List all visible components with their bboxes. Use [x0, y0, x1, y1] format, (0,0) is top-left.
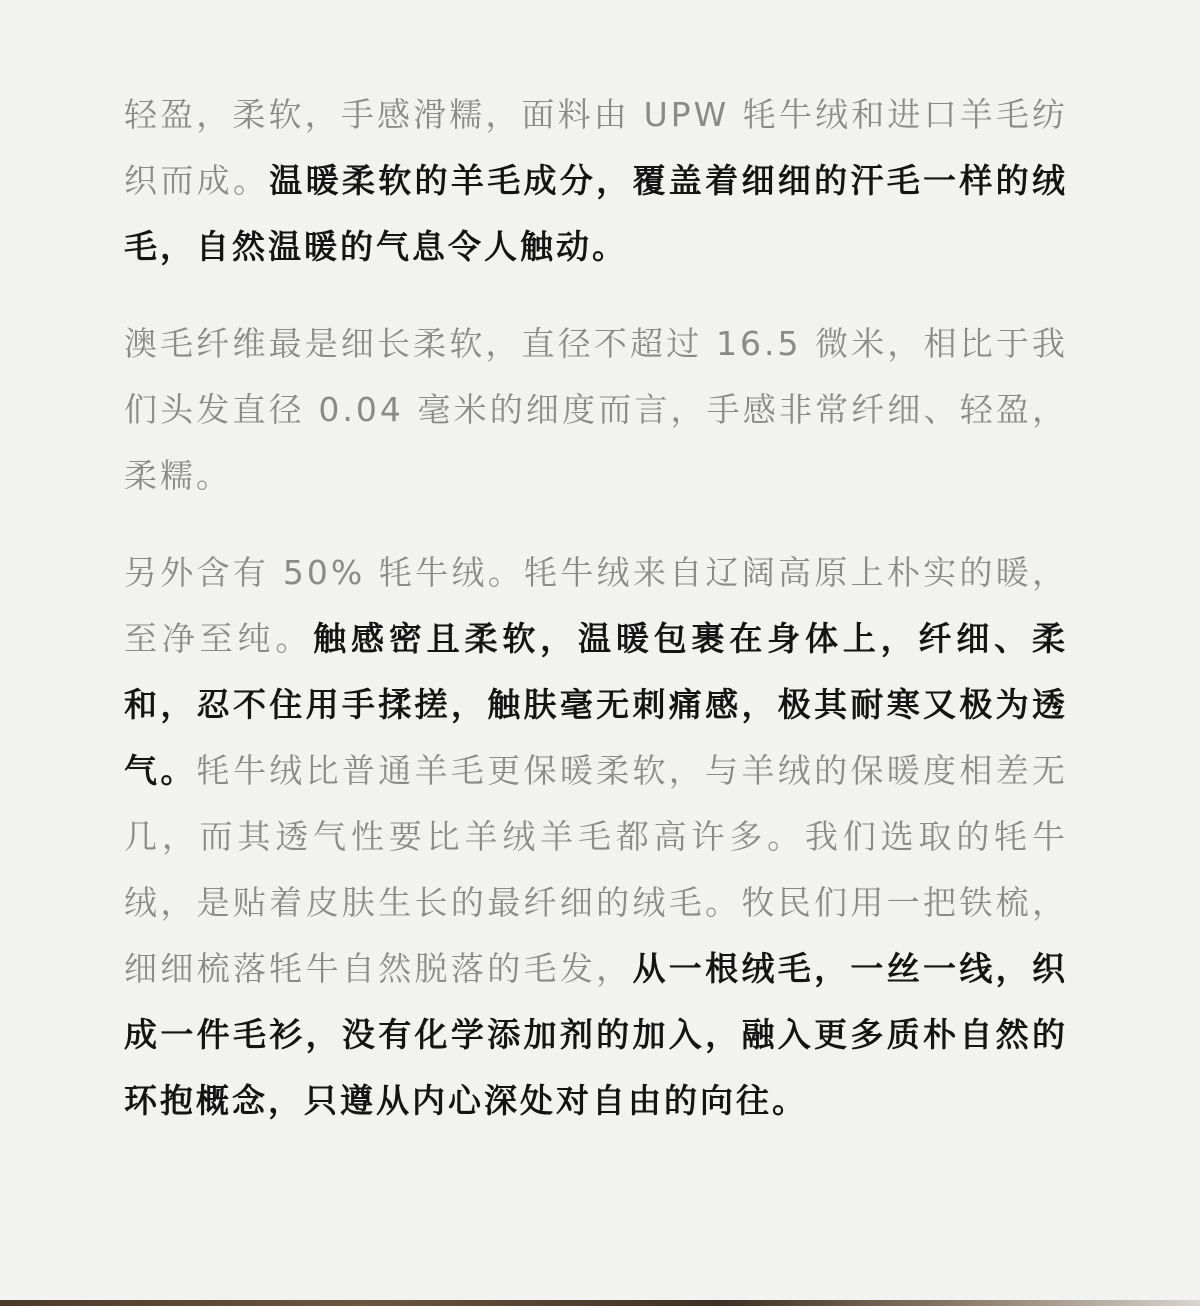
paragraph-emphasis-text: 触感密且柔软，温暖包裹在身体上，纤细、柔和，忍不住用手揉搓，触肤毫无刺痛感，极其耐寒又极为透气。: [124, 619, 1069, 790]
paragraph-emphasis-text: 温暖柔软的羊毛成分，覆盖着细细的汗毛一样的绒毛，自然温暖的气息令人触动。: [124, 161, 1069, 266]
paragraph-fabric-intro: [124, 82, 1068, 280]
paragraph-wool-fiber: [124, 311, 1068, 509]
product-description: [124, 82, 1068, 1134]
paragraph-text: 轻盈，柔软，手感滑糯，面料由 UPW 牦牛绒和进口羊毛纺织而成。: [124, 95, 1068, 200]
paragraph-emphasis-text: 从一根绒毛，一丝一线，织成一件毛衫，没有化学添加剂的加入，融入更多质朴自然的环抱概念，只遵从内心深处对自由的向往。: [124, 949, 1069, 1120]
next-image-edge: [0, 1300, 1200, 1306]
paragraph-text: 另外含有 50% 牦牛绒。牦牛绒来自辽阔高原上朴实的暖，至净至纯。: [124, 553, 1068, 658]
paragraph-text: 澳毛纤维最是细长柔软，直径不超过 16.5 微米，相比于我们头发直径 0.04 毫米的细度而言，手感非常纤细、轻盈，柔糯。: [124, 324, 1068, 495]
paragraph-text: 牦牛绒比普通羊毛更保暖柔软，与羊绒的保暖度相差无几，而其透气性要比羊绒羊毛都高许多。我们选取的牦牛绒，是贴着皮肤生长的最纤细的绒毛。牧民们用一把铁梳，细细梳落牦牛自然脱落的毛发，: [124, 751, 1069, 988]
paragraph-yak-wool: [124, 540, 1068, 1134]
